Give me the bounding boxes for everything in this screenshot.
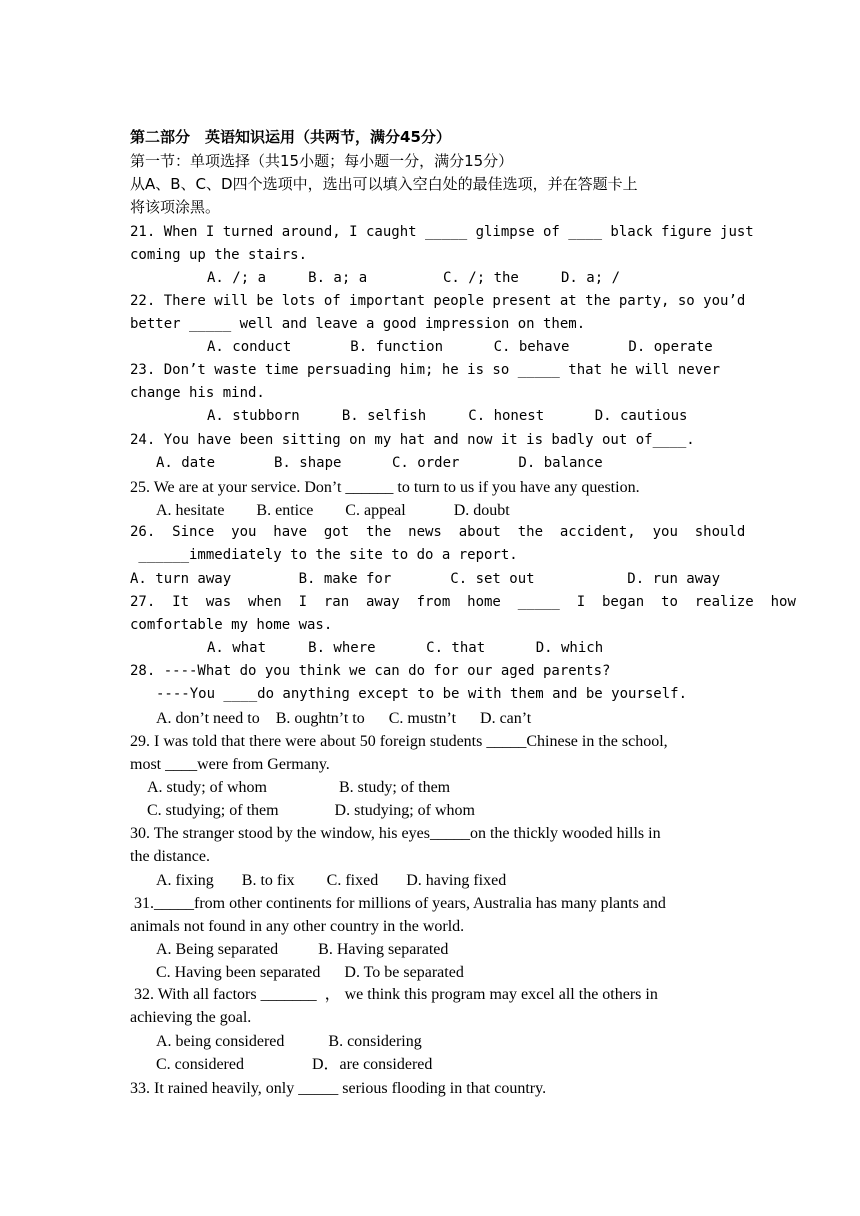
question-31-options-row-2: C. Having been separated D. To be separated <box>156 964 464 981</box>
question-22-line-1: 22. There will be lots of important people present at the party, so you’d <box>130 293 746 309</box>
question-26-line-2: ______immediately to the site to do a report. <box>130 547 518 563</box>
question-21-options: A. /; a B. a; a C. /; the D. a; / <box>207 270 621 286</box>
question-29-line-1: 29. I was told that there were about 50 foreign students _____Chinese in the school, <box>130 733 668 750</box>
question-30-line-1: 30. The stranger stood by the window, his eyes_____on the thickly wooded hills in <box>130 825 661 842</box>
question-28-options: A. don’t need to B. oughtn’t to C. mustn’t D. can’t <box>156 710 532 727</box>
question-21-line-1: 21. When I turned around, I caught _____ glimpse of ____ black figure just <box>130 224 754 240</box>
question-30-line-2: the distance. <box>130 848 210 865</box>
instruction-line-1: 从A、B、C、D四个选项中，选出可以填入空白处的最佳选项，并在答题卡上 <box>130 175 638 193</box>
question-25-line-1: 25. We are at your service. Don’t ______ to turn to us if you have any question. <box>130 479 640 496</box>
question-32-options-row-1: A. being considered B. considering <box>156 1033 422 1050</box>
question-23-line-2: change his mind. <box>130 385 265 401</box>
question-25-options: A. hesitate B. entice C. appeal D. doubt <box>156 502 510 519</box>
question-31-line-2: animals not found in any other country in the world. <box>130 918 465 935</box>
question-23-options: A. stubborn B. selfish C. honest D. cautious <box>207 408 688 424</box>
question-29-line-2: most ____were from Germany. <box>130 756 330 773</box>
question-22-options: A. conduct B. function C. behave D. operate <box>207 339 713 355</box>
question-27-line-2: comfortable my home was. <box>130 617 333 633</box>
question-24-options: A. date B. shape C. order D. balance <box>156 455 603 471</box>
question-29-options-row-2: C. studying; of them D. studying; of whom <box>147 802 475 819</box>
question-29-options-row-1: A. study; of whom B. study; of them <box>147 779 451 796</box>
question-28-line-1: 28. ----What do you think we can do for our aged parents? <box>130 663 611 679</box>
question-23-line-1: 23. Don’t waste time persuading him; he is so _____ that he will never <box>130 362 721 378</box>
question-30-options: A. fixing B. to fix C. fixed D. having fixed <box>156 872 507 889</box>
question-32-line-1: 32. With all factors _______ ， we think this program may excel all the others in <box>130 986 658 1003</box>
question-31-options-row-1: A. Being separated B. Having separated <box>156 941 449 958</box>
instruction-line-2: 将该项涂黑。 <box>130 198 221 216</box>
question-22-line-2: better _____ well and leave a good impression on them. <box>130 316 586 332</box>
question-21-line-2: coming up the stairs. <box>130 247 308 263</box>
question-28-line-2: ----You ____do anything except to be with them and be yourself. <box>156 686 688 702</box>
question-33-line-1: 33. It rained heavily, only _____ serious flooding in that country. <box>130 1080 547 1097</box>
question-32-options-row-2: C. considered D．are considered <box>156 1056 433 1073</box>
question-24-line-1: 24. You have been sitting on my hat and now it is badly out of____. <box>130 432 695 448</box>
question-26-line-1: 26. Since you have got the news about the accident, you should <box>130 524 746 540</box>
question-26-options: A. turn away B. make for C. set out D. run away <box>130 571 721 587</box>
question-27-options: A. what B. where C. that D. which <box>207 640 604 656</box>
question-32-line-2: achieving the goal. <box>130 1009 252 1026</box>
section-title: 第二部分 英语知识运用（共两节，满分45分） <box>130 128 451 146</box>
section-subtitle: 第一节：单项选择（共15小题；每小题一分，满分15分） <box>130 152 514 170</box>
question-31-line-1: 31._____from other continents for millions of years, Australia has many plants and <box>130 895 666 912</box>
question-27-line-1: 27. It was when I ran away from home _____ I began to realize how <box>130 594 796 610</box>
